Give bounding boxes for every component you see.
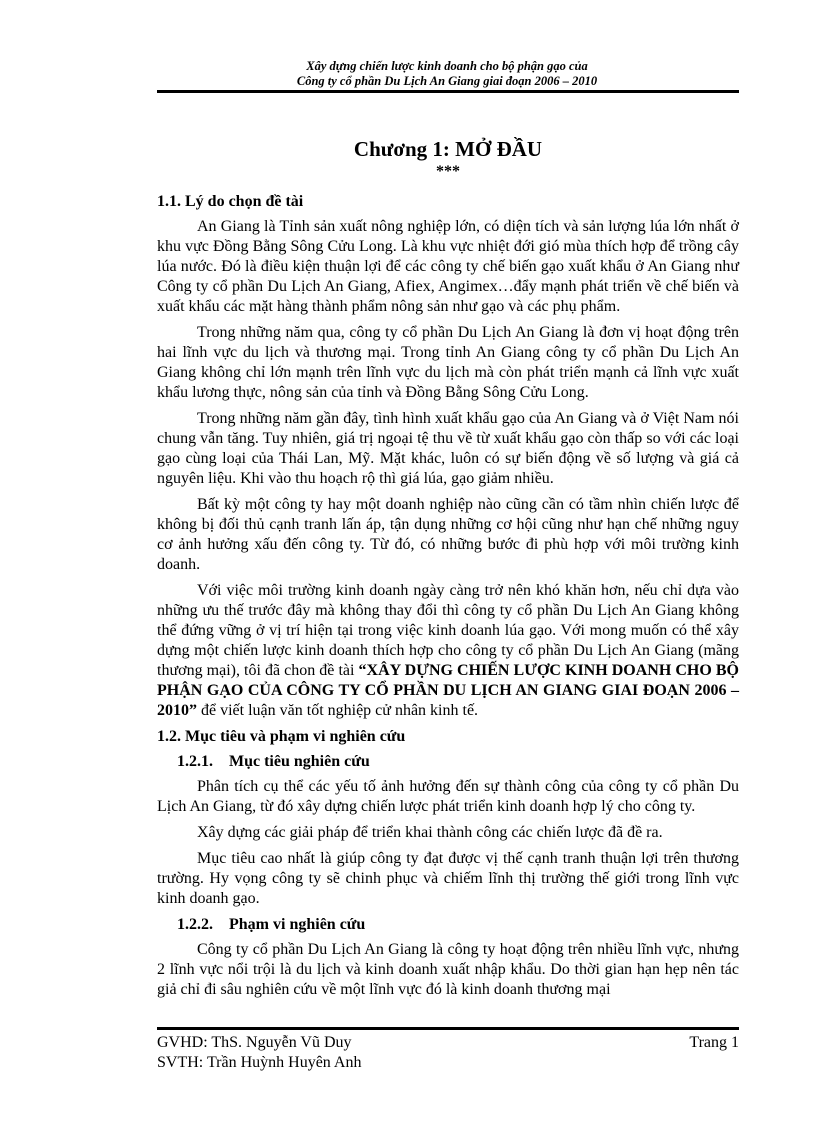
subsection-title: Mục tiêu nghiên cứu: [229, 753, 370, 770]
paragraph-text: Với việc môi trường kinh doanh ngày càng trở nên khó khăn hơn, nếu chỉ dựa vào những ưu thế trước đây mà không thay đổi thì công ty cổ phần Du Lịch An Giang không thể đứng vững ở vị trí hiện tại trong việc kinh doanh lúa gạo. Với mong muốn có thể xây dựng một chiến lược kinh doanh thích hợp cho công ty cổ phần Du Lịch An Giang (mãng thương mại), tôi đã chon đề tài: [157, 582, 739, 679]
paragraph: Mục tiêu cao nhất là giúp công ty đạt được vị thế cạnh tranh thuận lợi trên thương trường. Hy vọng công ty sẽ chinh phục và chiếm lĩnh thị trường thế giới trong lĩnh vực kinh doanh gạo.: [157, 850, 739, 907]
paragraph: Trong những năm qua, công ty cổ phần Du Lịch An Giang là đơn vị hoạt động trên hai lĩnh vực du lịch và thương mại. Trong tỉnh An Giang công ty cổ phần Du Lịch An Giang không chỉ lớn mạnh trên lĩnh vực du lịch mà còn phát triển mạnh cả lĩnh vực xuất khẩu lương thực, nông sản của tỉnh và Đồng Bằng Sông Cửu Long.: [157, 324, 739, 401]
subsection-heading-1-2-1: [177, 752, 739, 772]
running-header: [157, 59, 737, 89]
footer-student: SVTH: Trần Huỳnh Huyên Anh: [157, 1054, 362, 1071]
header-line-1: Xây dựng chiến lược kinh doanh cho bộ phận gạo của: [306, 59, 588, 73]
paragraph: [157, 581, 739, 721]
paragraph-text: để viết luận văn tốt nghiệp cử nhân kinh tế.: [197, 702, 479, 719]
footer-advisor: GVHD: ThS. Nguyễn Vũ Duy: [157, 1034, 352, 1051]
chapter-title: Chương 1: MỞ ĐẦU: [353, 137, 543, 161]
page-footer: [157, 1033, 739, 1073]
subsection-number: 1.2.1.: [177, 753, 213, 770]
paragraph: Bất kỳ một công ty hay một doanh nghiệp nào cũng cần có tầm nhìn chiến lược để không bị đối thủ cạnh tranh lấn áp, tận dụng những cơ hội cũng như hạn chế những nguy cơ ảnh hưởng xấu đến công ty. Từ đó, có những bước đi phù hợp với môi trường kinh doanh.: [157, 496, 739, 573]
section-heading-1-1: 1.1. Lý do chọn đề tài: [157, 193, 304, 210]
paragraph: An Giang là Tỉnh sản xuất nông nghiệp lớn, có diện tích và sản lượng lúa lớn nhất ở khu vực Đồng Bằng Sông Cửu Long. Là khu vực nhiệt đới gió mùa thích hợp để trồng cây lúa nước. Đó là điều kiện thuận lợi để các công ty chế biến gạo xuất khẩu ở An Giang như Công ty cổ phần Du Lịch An Giang, Afiex, Angimex…đẩy mạnh phát triển về chế biến và xuất khẩu các mặt hàng thành phẩm nông sản như gạo và các phụ phẩm.: [157, 218, 739, 315]
header-rule: [157, 90, 739, 93]
chapter-stars: ***: [436, 163, 460, 180]
footer-rule: [157, 1027, 739, 1030]
paragraph: Công ty cổ phần Du Lịch An Giang là công ty hoạt động trên nhiều lĩnh vực, nhưng 2 lĩnh vực nổi trội là du lịch và kinh doanh xuất nhập khẩu. Do thời gian hạn hẹp nên tác giả chỉ đi sâu nghiên cứu về một lĩnh vực đó là kinh doanh thương mại: [157, 941, 739, 998]
paragraph: Xây dựng các giải pháp để triển khai thành công các chiến lược đã đề ra.: [197, 824, 663, 841]
thesis-title: “XÂY DỰNG CHIẾN LƯỢC KINH DOANH CHO BỘ PHẬN GẠO CỦA CÔNG TY CỔ PHẦN DU LỊCH AN GIANG GIAI ĐOẠN 2006 – 2010”: [157, 662, 739, 719]
subsection-heading-1-2-2: [177, 915, 739, 935]
paragraph: Trong những năm gần đây, tình hình xuất khẩu gạo của An Giang và ở Việt Nam nói chung vẫn tăng. Tuy nhiên, giá trị ngoại tệ thu về từ xuất khẩu gạo còn thấp so với các loại gạo cùng loại của Thái Lan, Mỹ. Mặt khác, luôn có sự biến động về số lượng và giá cả nguyên liệu. Khi vào thu hoạch rộ thì giá lúa, gạo giảm nhiều.: [157, 410, 739, 487]
section-heading-1-2: 1.2. Mục tiêu và phạm vi nghiên cứu: [157, 728, 406, 745]
subsection-title: Phạm vi nghiên cứu: [229, 916, 366, 933]
header-line-2: Công ty cổ phần Du Lịch An Giang giai đoạn 2006 – 2010: [296, 74, 598, 88]
page-number: Trang 1: [689, 1034, 739, 1051]
page-body: [157, 130, 739, 1006]
paragraph: Phân tích cụ thể các yếu tố ảnh hưởng đến sự thành công của công ty cổ phần Du Lịch An Giang, từ đó xây dựng chiến lược phát triển kinh doanh hợp lý cho công ty.: [157, 778, 739, 815]
subsection-number: 1.2.2.: [177, 916, 213, 933]
